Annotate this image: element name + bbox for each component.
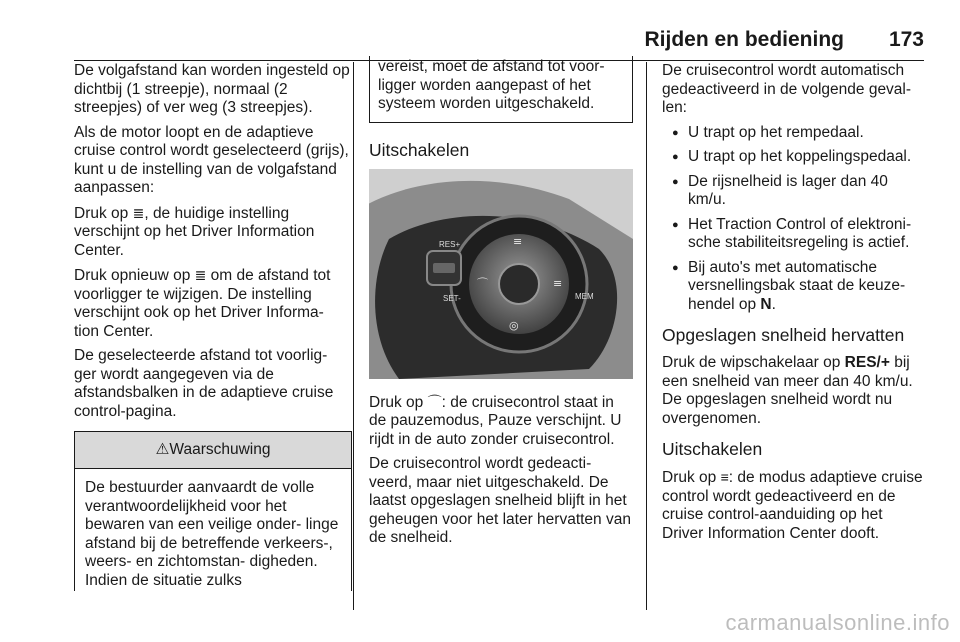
distance-icon: ≣	[194, 267, 207, 283]
steering-wheel-controls-image	[369, 169, 633, 379]
page-number: 173	[888, 28, 924, 51]
paragraph: De volgafstand kan worden ingesteld op dichtbij (1 streepje), normaal (2 streepjes) of ver weg (3 streepjes).	[74, 62, 350, 116]
paragraph: De geselecteerde afstand tot voorlig- ger wordt aangegeven via de afstandsbalken in de adaptieve cruise control-pagina.	[74, 347, 334, 420]
bullet-list	[662, 124, 926, 315]
list-item: ● U trapt op het koppelingspedaal.	[662, 148, 926, 167]
paragraph: Druk de wipschakelaar op RES/+ bij een snelheid van meer dan 40 km/u. De opgeslagen snelheid wordt nu overgenomen.	[662, 354, 913, 427]
warning-text: De bestuurder aanvaardt de volle verantwoordelijkheid voor het bewaren van een veilige onder- linge afstand bij de betreffende verkeers-, weers- en zichtomstan- digheden. Indien de situatie zulks	[85, 479, 339, 589]
column-2	[369, 58, 633, 554]
distance-icon: ≣	[132, 204, 145, 221]
paragraph: Als de motor loopt en de adaptieve cruise control wordt geselecteerd (grijs), kunt u de instelling van de volgafstand aanpassen:	[74, 123, 349, 196]
column-divider	[646, 62, 647, 610]
list-item: ● U trapt op het rempedaal.	[662, 124, 926, 143]
paragraph: Druk op ≣, de huidige instelling verschijnt op het Driver Information Center.	[74, 204, 315, 259]
paragraph: De cruisecontrol wordt automatisch gedeactiveerd in de volgende geval- len:	[662, 62, 912, 116]
header-title: Rijden en bediening	[644, 28, 844, 51]
warning-continuation: vereist, moet de afstand tot voor- ligger worden aangepast of het systeem worden uitgeschakeld.	[369, 56, 633, 123]
svg-text:≡: ≡	[513, 234, 523, 248]
svg-text:⌒: ⌒	[477, 276, 488, 290]
cruise-control-icon: ⌒	[427, 393, 442, 410]
watermark: carmanualsonline.info	[725, 610, 950, 635]
warning-box	[74, 431, 352, 591]
warning-title: ⚠Waarschuwing	[75, 431, 351, 469]
svg-text:◎: ◎	[509, 318, 519, 332]
section-heading: Uitschakelen	[662, 439, 763, 459]
list-item: ● Het Traction Control of elektroni- sche stabiliteitsregeling is actief.	[662, 216, 926, 253]
list-item: ● Bij auto's met automatische versnellingsbak staat de keuze- hendel op N.	[662, 259, 926, 315]
section-heading: Opgeslagen snelheid hervatten	[662, 325, 905, 345]
adaptive-cruise-icon: ≡	[720, 469, 729, 485]
warning-icon: ⚠	[155, 441, 170, 458]
svg-text:≡: ≡	[553, 276, 563, 290]
paragraph: Druk opnieuw op ≣ om de afstand tot voorligger te wijzigen. De instelling verschijnt ook op het Driver Informa- tion Center.	[74, 267, 331, 340]
section-heading: Uitschakelen	[369, 139, 470, 160]
res-label: RES+	[439, 239, 461, 249]
paragraph: De cruisecontrol wordt gedeacti- veerd, maar niet uitgeschakeld. De laatst opgeslagen snelheid blijft in het geheugen voor het later hervatten van de snelheid.	[369, 455, 631, 546]
paragraph: Druk op ≡: de modus adaptieve cruise control wordt gedeactiveerd en de cruise control-aanduiding op het Driver Information Center dooft.	[662, 469, 923, 542]
paragraph: Druk op ⌒: de cruisecontrol staat in de pauzemodus, Pauze verschijnt. U rijdt in de auto zonder cruisecontrol.	[369, 393, 622, 448]
column-3	[662, 62, 926, 549]
column-1	[74, 62, 352, 591]
mem-label: MEM	[575, 291, 594, 301]
list-item: ● De rijsnelheid is lager dan 40 km/u.	[662, 173, 926, 210]
column-divider	[353, 62, 354, 610]
steering-wheel-photo	[369, 169, 633, 379]
set-label: SET-	[443, 293, 461, 303]
